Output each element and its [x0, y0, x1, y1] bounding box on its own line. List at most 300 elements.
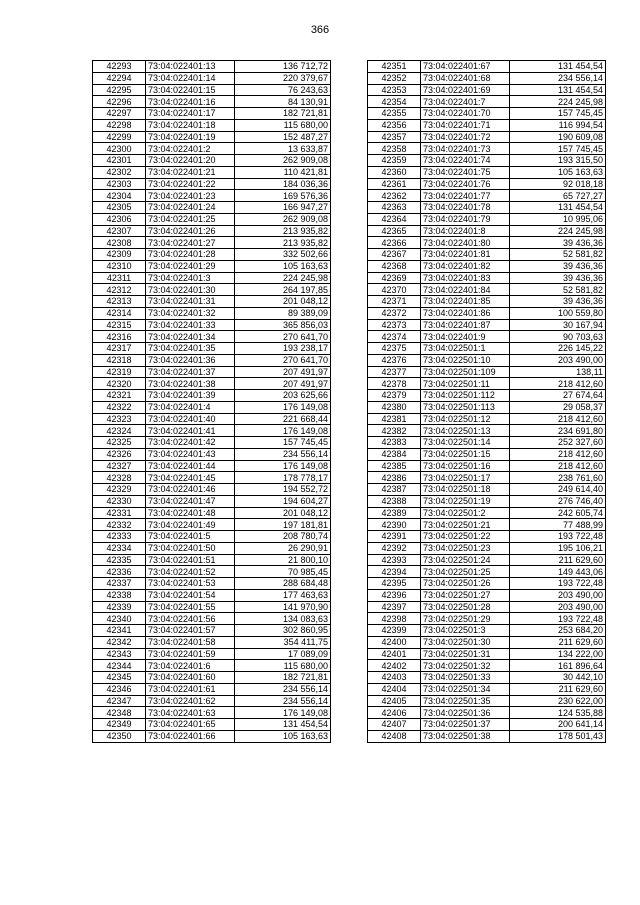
row-number: 42317	[93, 343, 146, 355]
cadastral-value: 176 149,08	[235, 460, 331, 472]
cadastral-value: 176 149,08	[235, 707, 331, 719]
cadastral-number: 73:04:022401:27	[146, 237, 235, 249]
cadastral-number: 73:04:022501:3	[421, 625, 510, 637]
table-row	[93, 319, 331, 331]
cadastral-value: 52 581,82	[510, 284, 606, 296]
cadastral-value: 211 629,60	[510, 683, 606, 695]
row-number: 42401	[368, 648, 421, 660]
table-row	[93, 296, 331, 308]
table-row	[93, 260, 331, 272]
table-row	[368, 84, 606, 96]
cadastral-number: 73:04:022501:26	[421, 578, 510, 590]
row-number: 42383	[368, 437, 421, 449]
table-row	[368, 519, 606, 531]
table-row	[368, 155, 606, 167]
table-row	[368, 425, 606, 437]
cadastral-value: 203 490,00	[510, 589, 606, 601]
cadastral-value: 124 535,88	[510, 707, 606, 719]
cadastral-value: 193 722,48	[510, 531, 606, 543]
cadastral-value: 242 605,74	[510, 507, 606, 519]
cadastral-value: 184 036,36	[235, 178, 331, 190]
cadastral-number: 73:04:022401:55	[146, 601, 235, 613]
row-number: 42370	[368, 284, 421, 296]
row-number: 42299	[93, 131, 146, 143]
cadastral-number: 73:04:022501:34	[421, 683, 510, 695]
table-row	[368, 131, 606, 143]
cadastral-number: 73:04:022401:56	[146, 613, 235, 625]
row-number: 42338	[93, 589, 146, 601]
cadastral-number: 73:04:022401:7	[421, 96, 510, 108]
row-number: 42367	[368, 249, 421, 261]
table-row	[93, 413, 331, 425]
row-number: 42357	[368, 131, 421, 143]
cadastral-number: 73:04:022501:24	[421, 554, 510, 566]
table-row	[93, 284, 331, 296]
cadastral-value: 105 163,63	[235, 260, 331, 272]
table-row	[368, 448, 606, 460]
table-row	[368, 730, 606, 742]
table-row	[93, 61, 331, 73]
table-row	[368, 178, 606, 190]
table-row	[93, 660, 331, 672]
cadastral-number: 73:04:022401:25	[146, 213, 235, 225]
row-number: 42337	[93, 578, 146, 590]
cadastral-value: 182 721,81	[235, 108, 331, 120]
cadastral-number: 73:04:022401:34	[146, 331, 235, 343]
row-number: 42316	[93, 331, 146, 343]
cadastral-number: 73:04:022501:2	[421, 507, 510, 519]
cadastral-number: 73:04:022401:83	[421, 272, 510, 284]
cadastral-value: 288 684,48	[235, 578, 331, 590]
row-number: 42388	[368, 495, 421, 507]
table-row	[368, 648, 606, 660]
cadastral-value: 262 909,08	[235, 155, 331, 167]
cadastral-value: 213 935,82	[235, 237, 331, 249]
row-number: 42327	[93, 460, 146, 472]
row-number: 42374	[368, 331, 421, 343]
table-row	[93, 366, 331, 378]
row-number: 42399	[368, 625, 421, 637]
row-number: 42390	[368, 519, 421, 531]
cadastral-value: 252 327,60	[510, 437, 606, 449]
row-number: 42321	[93, 390, 146, 402]
cadastral-value: 249 614,40	[510, 484, 606, 496]
cadastral-number: 73:04:022401:85	[421, 296, 510, 308]
table-row	[368, 378, 606, 390]
row-number: 42394	[368, 566, 421, 578]
row-number: 42376	[368, 354, 421, 366]
cadastral-number: 73:04:022401:26	[146, 225, 235, 237]
cadastral-number: 73:04:022401:39	[146, 390, 235, 402]
row-number: 42306	[93, 213, 146, 225]
cadastral-value: 39 436,36	[510, 260, 606, 272]
table-row	[93, 307, 331, 319]
cadastral-value: 218 412,60	[510, 448, 606, 460]
cadastral-number: 73:04:022501:22	[421, 531, 510, 543]
cadastral-number: 73:04:022501:109	[421, 366, 510, 378]
table-row	[368, 719, 606, 731]
row-number: 42385	[368, 460, 421, 472]
table-row	[93, 190, 331, 202]
cadastral-number: 73:04:022401:60	[146, 672, 235, 684]
row-number: 42387	[368, 484, 421, 496]
cadastral-number: 73:04:022401:54	[146, 589, 235, 601]
row-number: 42361	[368, 178, 421, 190]
cadastral-number: 73:04:022401:46	[146, 484, 235, 496]
cadastral-value: 193 315,50	[510, 155, 606, 167]
row-number: 42314	[93, 307, 146, 319]
cadastral-value: 30 442,10	[510, 672, 606, 684]
table-row	[368, 683, 606, 695]
row-number: 42315	[93, 319, 146, 331]
cadastral-value: 207 491,97	[235, 378, 331, 390]
cadastral-number: 73:04:022401:48	[146, 507, 235, 519]
cadastral-value: 161 896,64	[510, 660, 606, 672]
table-row	[368, 108, 606, 120]
cadastral-value: 136 712,72	[235, 61, 331, 73]
table-row	[93, 531, 331, 543]
cadastral-number: 73:04:022401:21	[146, 166, 235, 178]
cadastral-value: 115 680,00	[235, 660, 331, 672]
cadastral-number: 73:04:022501:38	[421, 730, 510, 742]
cadastral-value: 220 379,67	[235, 72, 331, 84]
table-row	[93, 448, 331, 460]
cadastral-number: 73:04:022401:80	[421, 237, 510, 249]
cadastral-value: 270 641,70	[235, 354, 331, 366]
table-row	[93, 554, 331, 566]
table-row	[93, 249, 331, 261]
row-number: 42325	[93, 437, 146, 449]
table-row	[93, 437, 331, 449]
cadastral-value: 193 722,48	[510, 578, 606, 590]
table-row	[368, 225, 606, 237]
table-row	[93, 331, 331, 343]
cadastral-value: 177 463,63	[235, 589, 331, 601]
cadastral-value: 221 668,44	[235, 413, 331, 425]
table-row	[368, 296, 606, 308]
row-number: 42368	[368, 260, 421, 272]
row-number: 42303	[93, 178, 146, 190]
cadastral-number: 73:04:022401:58	[146, 636, 235, 648]
table-row	[368, 331, 606, 343]
cadastral-number: 73:04:022401:37	[146, 366, 235, 378]
cadastral-number: 73:04:022501:13	[421, 425, 510, 437]
cadastral-number: 73:04:022501:23	[421, 542, 510, 554]
cadastral-number: 73:04:022401:50	[146, 542, 235, 554]
cadastral-value: 200 641,14	[510, 719, 606, 731]
row-number: 42324	[93, 425, 146, 437]
cadastral-value: 193 722,48	[510, 613, 606, 625]
cadastral-number: 73:04:022401:6	[146, 660, 235, 672]
cadastral-value: 131 454,54	[235, 719, 331, 731]
cadastral-number: 73:04:022401:74	[421, 155, 510, 167]
table-row	[368, 613, 606, 625]
cadastral-value: 29 058,37	[510, 401, 606, 413]
row-number: 42363	[368, 202, 421, 214]
cadastral-value: 224 245,98	[235, 272, 331, 284]
cadastral-value: 234 556,14	[235, 695, 331, 707]
cadastral-value: 115 680,00	[235, 119, 331, 131]
table-row	[93, 237, 331, 249]
table-row	[93, 707, 331, 719]
cadastral-number: 73:04:022401:61	[146, 683, 235, 695]
row-number: 42318	[93, 354, 146, 366]
cadastral-value: 26 290,91	[235, 542, 331, 554]
row-number: 42386	[368, 472, 421, 484]
table-row	[93, 495, 331, 507]
cadastral-number: 73:04:022501:32	[421, 660, 510, 672]
cadastral-value: 176 149,08	[235, 425, 331, 437]
cadastral-number: 73:04:022501:17	[421, 472, 510, 484]
table-row	[368, 237, 606, 249]
cadastral-number: 73:04:022401:38	[146, 378, 235, 390]
table-row	[368, 660, 606, 672]
cadastral-number: 73:04:022501:112	[421, 390, 510, 402]
table-row	[93, 730, 331, 742]
cadastral-value: 218 412,60	[510, 460, 606, 472]
row-number: 42343	[93, 648, 146, 660]
cadastral-value: 134 083,63	[235, 613, 331, 625]
cadastral-value: 195 106,21	[510, 542, 606, 554]
cadastral-value: 77 488,99	[510, 519, 606, 531]
row-number: 42308	[93, 237, 146, 249]
row-number: 42326	[93, 448, 146, 460]
row-number: 42355	[368, 108, 421, 120]
row-number: 42305	[93, 202, 146, 214]
table-row	[93, 225, 331, 237]
table-row	[93, 178, 331, 190]
table-row	[93, 166, 331, 178]
cadastral-number: 73:04:022401:67	[421, 61, 510, 73]
row-number: 42313	[93, 296, 146, 308]
row-number: 42366	[368, 237, 421, 249]
cadastral-value: 65 727,27	[510, 190, 606, 202]
row-number: 42323	[93, 413, 146, 425]
table-row	[368, 589, 606, 601]
table-row	[93, 272, 331, 284]
table-row	[93, 131, 331, 143]
cadastral-number: 73:04:022501:15	[421, 448, 510, 460]
row-number: 42362	[368, 190, 421, 202]
cadastral-value: 157 745,45	[510, 108, 606, 120]
cadastral-number: 73:04:022501:1	[421, 343, 510, 355]
row-number: 42340	[93, 613, 146, 625]
page-number: 366	[310, 24, 330, 36]
row-number: 42398	[368, 613, 421, 625]
cadastral-value: 13 633,87	[235, 143, 331, 155]
row-number: 42334	[93, 542, 146, 554]
row-number: 42310	[93, 260, 146, 272]
row-number: 42298	[93, 119, 146, 131]
row-number: 42322	[93, 401, 146, 413]
cadastral-number: 73:04:022401:84	[421, 284, 510, 296]
cadastral-number: 73:04:022401:82	[421, 260, 510, 272]
row-number: 42408	[368, 730, 421, 742]
cadastral-number: 73:04:022401:36	[146, 354, 235, 366]
row-number: 42300	[93, 143, 146, 155]
cadastral-number: 73:04:022401:3	[146, 272, 235, 284]
cadastral-value: 21 800,10	[235, 554, 331, 566]
row-number: 42354	[368, 96, 421, 108]
cadastral-value: 194 552,72	[235, 484, 331, 496]
row-number: 42382	[368, 425, 421, 437]
cadastral-value: 178 778,17	[235, 472, 331, 484]
cadastral-value: 224 245,98	[510, 96, 606, 108]
cadastral-value: 270 641,70	[235, 331, 331, 343]
cadastral-number: 73:04:022401:28	[146, 249, 235, 261]
cadastral-number: 73:04:022401:72	[421, 131, 510, 143]
cadastral-value: 203 490,00	[510, 354, 606, 366]
cadastral-value: 197 181,81	[235, 519, 331, 531]
table-row	[368, 390, 606, 402]
table-row	[368, 507, 606, 519]
cadastral-number: 73:04:022501:12	[421, 413, 510, 425]
cadastral-value: 238 761,60	[510, 472, 606, 484]
cadastral-number: 73:04:022401:29	[146, 260, 235, 272]
row-number: 42351	[368, 61, 421, 73]
row-number: 42405	[368, 695, 421, 707]
table-row	[368, 72, 606, 84]
row-number: 42307	[93, 225, 146, 237]
cadastral-number: 73:04:022401:78	[421, 202, 510, 214]
table-row	[93, 719, 331, 731]
table-row	[368, 61, 606, 73]
cadastral-value: 116 994,54	[510, 119, 606, 131]
row-number: 42360	[368, 166, 421, 178]
cadastral-number: 73:04:022401:17	[146, 108, 235, 120]
table-row	[93, 613, 331, 625]
cadastral-number: 73:04:022401:75	[421, 166, 510, 178]
row-number: 42350	[93, 730, 146, 742]
register-table-left	[92, 60, 331, 743]
row-number: 42319	[93, 366, 146, 378]
row-number: 42332	[93, 519, 146, 531]
cadastral-number: 73:04:022401:68	[421, 72, 510, 84]
row-number: 42389	[368, 507, 421, 519]
cadastral-value: 157 745,45	[235, 437, 331, 449]
cadastral-number: 73:04:022401:42	[146, 437, 235, 449]
cadastral-value: 262 909,08	[235, 213, 331, 225]
table-row	[368, 366, 606, 378]
cadastral-value: 203 490,00	[510, 601, 606, 613]
cadastral-value: 39 436,36	[510, 237, 606, 249]
table-row	[93, 625, 331, 637]
cadastral-value: 92 018,18	[510, 178, 606, 190]
cadastral-number: 73:04:022501:19	[421, 495, 510, 507]
table-row	[93, 683, 331, 695]
table-row	[93, 119, 331, 131]
table-row	[368, 472, 606, 484]
cadastral-value: 276 746,40	[510, 495, 606, 507]
row-number: 42364	[368, 213, 421, 225]
row-number: 42336	[93, 566, 146, 578]
row-number: 42341	[93, 625, 146, 637]
row-number: 42393	[368, 554, 421, 566]
row-number: 42302	[93, 166, 146, 178]
cadastral-number: 73:04:022401:44	[146, 460, 235, 472]
cadastral-value: 354 411,75	[235, 636, 331, 648]
table-row	[93, 460, 331, 472]
row-number: 42358	[368, 143, 421, 155]
cadastral-number: 73:04:022401:70	[421, 108, 510, 120]
cadastral-number: 73:04:022401:79	[421, 213, 510, 225]
table-row	[93, 695, 331, 707]
row-number: 42353	[368, 84, 421, 96]
cadastral-value: 84 130,91	[235, 96, 331, 108]
cadastral-value: 224 245,98	[510, 225, 606, 237]
row-number: 42331	[93, 507, 146, 519]
table-row	[93, 519, 331, 531]
cadastral-number: 73:04:022501:18	[421, 484, 510, 496]
row-number: 42296	[93, 96, 146, 108]
table-row	[93, 143, 331, 155]
cadastral-number: 73:04:022401:19	[146, 131, 235, 143]
row-number: 42395	[368, 578, 421, 590]
row-number: 42375	[368, 343, 421, 355]
cadastral-number: 73:04:022401:73	[421, 143, 510, 155]
table-row	[368, 707, 606, 719]
table-row	[93, 378, 331, 390]
cadastral-value: 105 163,63	[235, 730, 331, 742]
cadastral-number: 73:04:022401:20	[146, 155, 235, 167]
cadastral-number: 73:04:022501:35	[421, 695, 510, 707]
cadastral-value: 131 454,54	[510, 84, 606, 96]
row-number: 42377	[368, 366, 421, 378]
cadastral-number: 73:04:022401:24	[146, 202, 235, 214]
cadastral-value: 141 970,90	[235, 601, 331, 613]
cadastral-number: 73:04:022501:33	[421, 672, 510, 684]
cadastral-value: 218 412,60	[510, 378, 606, 390]
cadastral-value: 253 684,20	[510, 625, 606, 637]
table-row	[368, 695, 606, 707]
row-number: 42320	[93, 378, 146, 390]
cadastral-value: 157 745,45	[510, 143, 606, 155]
cadastral-number: 73:04:022401:57	[146, 625, 235, 637]
cadastral-value: 207 491,97	[235, 366, 331, 378]
cadastral-value: 105 163,63	[510, 166, 606, 178]
table-row	[368, 307, 606, 319]
cadastral-number: 73:04:022401:22	[146, 178, 235, 190]
table-row	[93, 202, 331, 214]
row-number: 42311	[93, 272, 146, 284]
table-row	[93, 84, 331, 96]
cadastral-number: 73:04:022401:47	[146, 495, 235, 507]
cadastral-number: 73:04:022401:16	[146, 96, 235, 108]
cadastral-value: 178 501,43	[510, 730, 606, 742]
table-row	[368, 625, 606, 637]
row-number: 42304	[93, 190, 146, 202]
table-row	[368, 284, 606, 296]
cadastral-value: 39 436,36	[510, 272, 606, 284]
cadastral-number: 73:04:022401:35	[146, 343, 235, 355]
cadastral-value: 166 947,27	[235, 202, 331, 214]
cadastral-number: 73:04:022401:52	[146, 566, 235, 578]
table-row	[368, 542, 606, 554]
cadastral-number: 73:04:022401:49	[146, 519, 235, 531]
cadastral-number: 73:04:022401:5	[146, 531, 235, 543]
row-number: 42295	[93, 84, 146, 96]
table-row	[93, 601, 331, 613]
row-number: 42349	[93, 719, 146, 731]
cadastral-value: 203 625,66	[235, 390, 331, 402]
cadastral-number: 73:04:022401:4	[146, 401, 235, 413]
cadastral-number: 73:04:022501:31	[421, 648, 510, 660]
row-number: 42397	[368, 601, 421, 613]
cadastral-number: 73:04:022401:8	[421, 225, 510, 237]
cadastral-value: 134 222,00	[510, 648, 606, 660]
cadastral-value: 10 995,06	[510, 213, 606, 225]
row-number: 42346	[93, 683, 146, 695]
